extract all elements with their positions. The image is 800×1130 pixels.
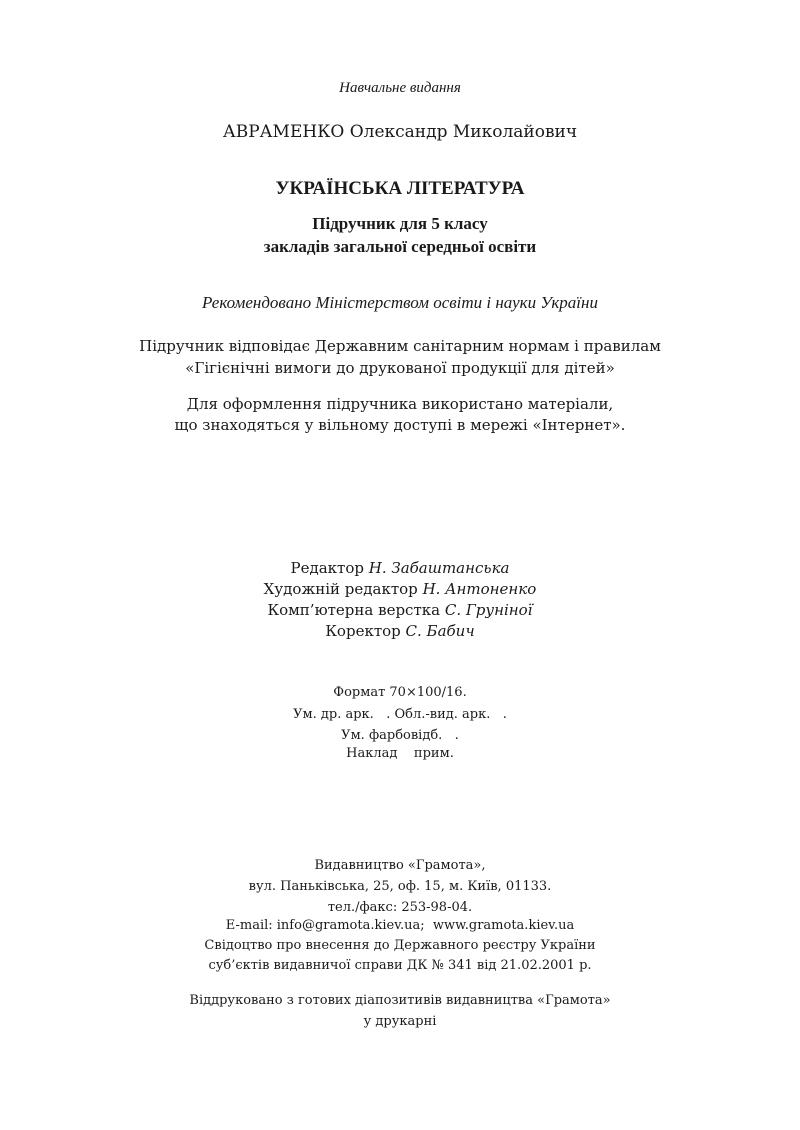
credit-name: Н. Антоненко <box>422 580 537 598</box>
credit-art-editor <box>0 582 800 597</box>
credit-role: Коректор <box>325 622 406 640</box>
credit-role: Редактор <box>290 559 364 577</box>
publisher-web: E-mail: info@gramota.kiev.ua; www.gramota.kiev.ua <box>225 918 575 933</box>
edition-type: Навчальне видання <box>339 80 461 96</box>
imprint-run: Наклад прим. <box>346 746 454 761</box>
materials-note-line-2: що знаходяться у вільному доступі в мережі «Інтернет». <box>174 416 626 434</box>
book-title: УКРАЇНСЬКА ЛІТЕРАТУРА <box>275 178 525 199</box>
credit-editor <box>0 561 800 576</box>
printing-line-1: Віддруковано з готових діапозитивів видавництва «Грамота» <box>189 993 611 1008</box>
author-line <box>0 124 800 141</box>
subtitle-line-1: Підручник для 5 класу <box>312 214 488 233</box>
credit-name: С. Груніної <box>444 601 533 619</box>
materials-note-line-1: Для оформлення підручника використано матеріали, <box>186 395 614 413</box>
imprint-format: Формат 70×100/16. <box>333 685 467 700</box>
author-given-names: Олександр Миколайович <box>349 122 578 142</box>
subtitle-line-2: закладів загальної середньої освіти <box>263 237 537 256</box>
credit-proofreader <box>0 624 800 639</box>
credit-name: С. Бабич <box>405 622 475 640</box>
certificate-line-2: суб’єктів видавничої справи ДК № 341 від 21.02.2001 р. <box>208 958 592 973</box>
author-surname: АВРАМЕНКО <box>222 122 345 142</box>
credits-block <box>0 561 800 651</box>
imprint-paint: Ум. фарбовідб. . <box>341 728 459 743</box>
credit-role: Художній редактор <box>263 580 418 598</box>
credit-layout <box>0 603 800 618</box>
credit-name: Н. Забаштанська <box>368 559 510 577</box>
imprint-sheets: Ум. др. арк. . Обл.-вид. арк. . <box>293 707 507 722</box>
publisher-address: вул. Паньківська, 25, оф. 15, м. Київ, 01133. <box>248 879 552 894</box>
sanitary-note-line-1: Підручник відповідає Державним санітарним нормам і правилам <box>139 337 661 355</box>
credit-role: Комп’ютерна верстка <box>267 601 441 619</box>
printing-line-2: у друкарні <box>363 1014 437 1029</box>
publisher-name: Видавництво «Грамота», <box>314 858 486 873</box>
sanitary-note-line-2: «Гігієнічні вимоги до друкованої продукції для дітей» <box>185 359 615 377</box>
ministry-recommendation: Рекомендовано Міністерством освіти і науки України <box>202 293 598 312</box>
publisher-phone: тел./факс: 253-98-04. <box>327 900 473 915</box>
certificate-line-1: Свідоцтво про внесення до Державного реєстру України <box>204 938 596 953</box>
